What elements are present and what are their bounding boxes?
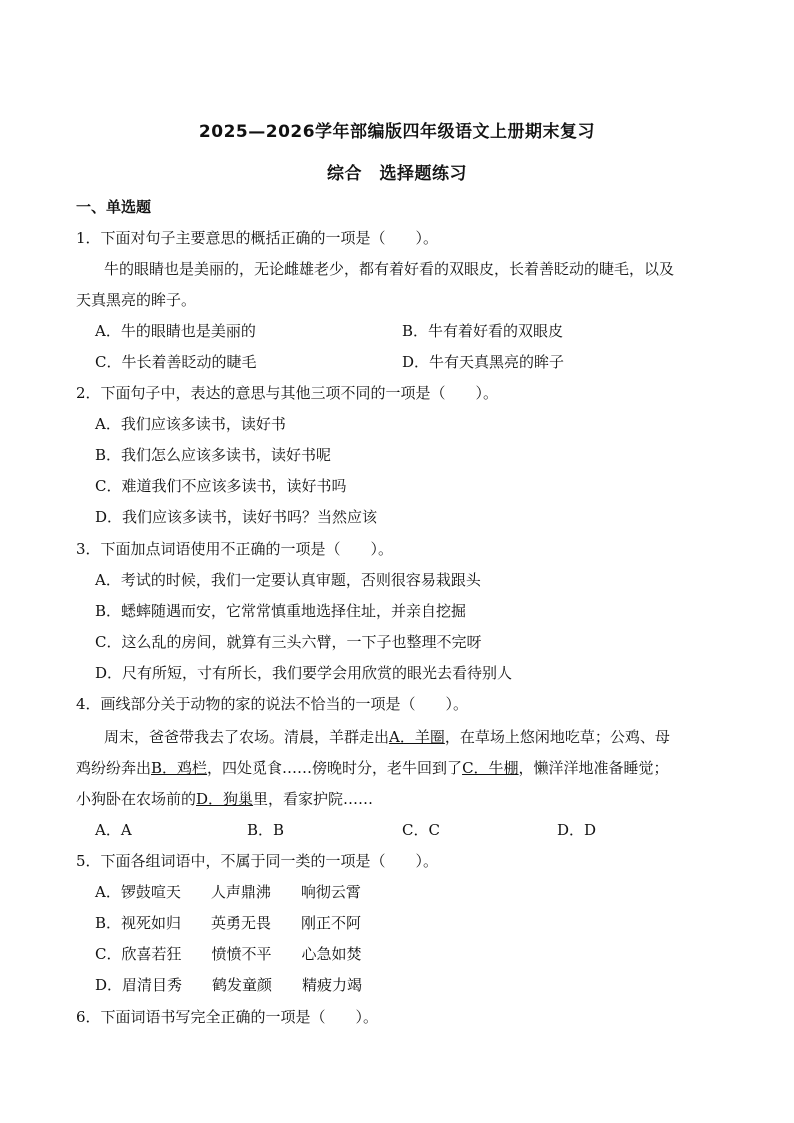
question-3-option-a: A．考试的时候，我们一定要认真审题，否则很容易栽跟头 xyxy=(95,571,481,589)
underlined-phrase-a: A．羊圈 xyxy=(389,728,445,746)
question-3-option-c: C．这么乱的房间，就算有三头六臂，一下子也整理不完呀 xyxy=(95,633,482,651)
question-1-passage-line-1: 牛的眼睛也是美丽的，无论雌雄老少，都有着好看的双眼皮，长着善眨动的睫毛，以及 xyxy=(104,260,675,278)
question-3-stem: 3．下面加点词语使用不正确的一项是（ ）。 xyxy=(76,540,394,558)
question-4-option-b: B．B xyxy=(247,821,285,839)
question-4-passage-line-1 xyxy=(104,727,670,747)
question-2-option-b: B．我们怎么应该多读书，读好书呢 xyxy=(95,446,332,464)
question-2-stem: 2．下面句子中，表达的意思与其他三项不同的一项是（ ）。 xyxy=(76,384,499,402)
underlined-phrase-c: C．牛棚 xyxy=(462,759,519,777)
question-1-option-a: A．牛的眼睛也是美丽的 xyxy=(95,322,256,340)
section-heading: 一、单选题 xyxy=(76,198,152,216)
passage-text: 周末，爸爸带我去了农场。清晨，羊群走出 xyxy=(104,728,390,746)
question-3-option-d: D．尺有所短，寸有所长，我们要学会用欣赏的眼光去看待别人 xyxy=(95,664,513,682)
question-5-option-b: B．视死如归 英勇无畏 刚正不阿 xyxy=(95,914,362,932)
question-5-option-a: A．锣鼓喧天 人声鼎沸 响彻云霄 xyxy=(95,883,361,901)
question-2-option-a: A．我们应该多读书，读好书 xyxy=(95,415,286,433)
question-1-option-d: D．牛有天真黑亮的眸子 xyxy=(402,353,565,371)
question-1-option-c: C．牛长着善眨动的睫毛 xyxy=(95,353,257,371)
question-1-stem: 1．下面对句子主要意思的概括正确的一项是（ ）。 xyxy=(76,229,439,247)
question-5-stem: 5．下面各组词语中，不属于同一类的一项是（ ）。 xyxy=(76,852,439,870)
question-4-option-d: D．D xyxy=(557,821,597,839)
question-4-passage-line-2 xyxy=(76,758,669,778)
question-5-option-d: D．眉清目秀 鹤发童颜 精疲力竭 xyxy=(95,976,363,994)
question-2-option-c: C．难道我们不应该多读书，读好书吗 xyxy=(95,477,347,495)
question-4-passage-line-3 xyxy=(76,789,373,809)
underlined-phrase-d: D．狗巢 xyxy=(196,790,254,808)
question-5-option-c: C．欣喜若狂 愤愤不平 心急如焚 xyxy=(95,945,362,963)
passage-text: 小狗卧在农场前的 xyxy=(76,790,197,808)
question-1-passage-line-2: 天真黑亮的眸子。 xyxy=(76,291,197,309)
question-1-option-b: B．牛有着好看的双眼皮 xyxy=(402,322,564,340)
passage-text: ，四处觅食……傍晚时分，老牛回到了 xyxy=(207,759,463,777)
underlined-phrase-b: B．鸡栏 xyxy=(151,759,208,777)
document-title: 2025—2026学年部编版四年级语文上册期末复习 xyxy=(198,122,596,142)
document-subtitle: 综合 选择题练习 xyxy=(327,164,467,184)
question-6-stem: 6．下面词语书写完全正确的一项是（ ）。 xyxy=(76,1008,379,1026)
question-4-stem: 4．画线部分关于动物的家的说法不恰当的一项是（ ）。 xyxy=(76,695,469,713)
question-4-option-c: C．C xyxy=(402,821,440,839)
passage-text: ，在草场上悠闲地吃草；公鸡、母 xyxy=(444,728,670,746)
question-4-option-a: A．A xyxy=(95,821,132,839)
question-3-option-b: B．蟋蟀随遇而安，它常常慎重地选择住址，并亲自挖掘 xyxy=(95,602,467,620)
passage-text: ，懒洋洋地准备睡觉； xyxy=(518,759,669,777)
question-2-option-d: D．我们应该多读书，读好书吗？当然应该 xyxy=(95,508,378,526)
passage-text: 鸡纷纷奔出 xyxy=(76,759,152,777)
passage-text: 里，看家护院…… xyxy=(253,790,374,808)
